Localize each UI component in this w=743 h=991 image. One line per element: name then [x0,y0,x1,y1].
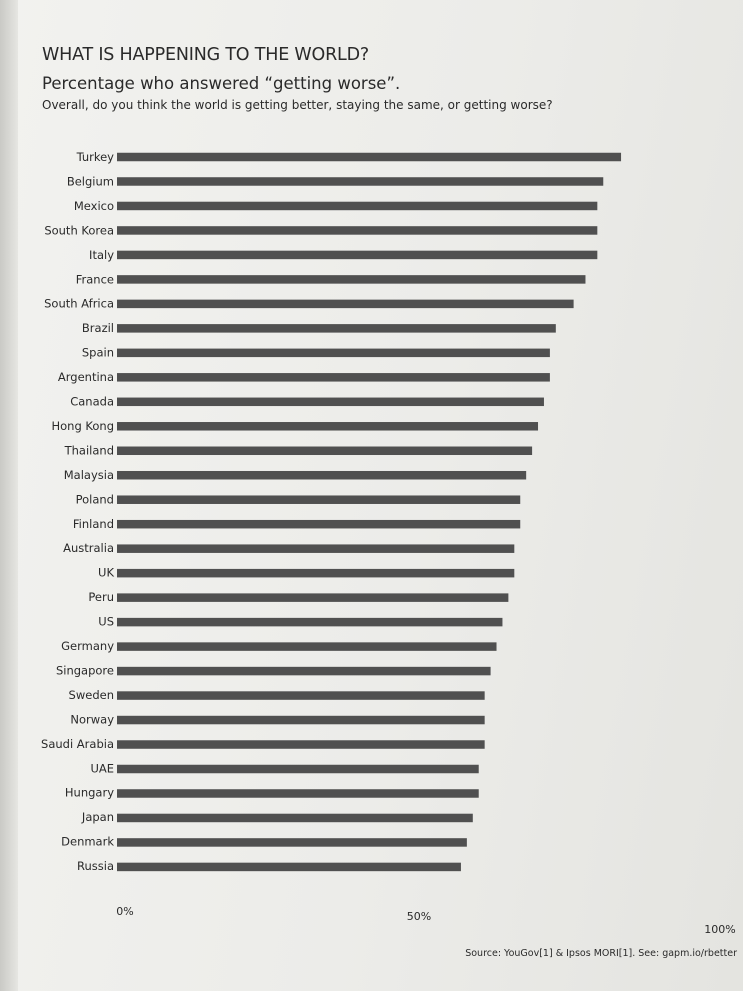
category-label: Finland [72,516,114,531]
bar [117,520,520,529]
bar [117,349,550,358]
bar [117,447,532,456]
chart-title: WHAT IS HAPPENING TO THE WORLD? [42,45,369,65]
category-label: Belgium [66,174,114,189]
category-label: Japan [81,810,114,825]
bar [117,398,544,407]
category-label: Hungary [64,785,114,800]
bar [117,618,502,627]
x-tick-label: 0% [116,905,134,918]
category-label: Spain [81,345,114,360]
category-label: Brazil [81,321,114,336]
category-label: Denmark [61,834,114,849]
bar [117,789,479,798]
category-label: Canada [70,394,114,409]
x-tick-label: 50% [406,910,432,923]
category-label: South Korea [44,223,114,238]
category-label: Argentina [57,370,114,385]
category-label: Poland [75,492,114,507]
category-label: Norway [70,712,114,727]
bar [117,863,461,872]
category-label: France [75,272,114,287]
bar [117,153,621,162]
category-label: South Africa [44,296,114,311]
category-label: Italy [89,247,114,262]
bar [117,177,603,186]
bar [117,324,556,333]
category-label: Turkey [76,150,114,164]
category-label: Malaysia [63,467,114,482]
category-label: Singapore [55,663,114,678]
category-label: Mexico [73,198,114,213]
bar [117,838,467,847]
bar [117,300,574,309]
bar [117,740,485,749]
category-label: Saudi Arabia [41,736,114,751]
source-note: Source: YouGov[1] & Ipsos MORI[1]. See: gapm.io/rbetter [465,948,737,959]
bar [117,471,526,480]
bar [117,373,550,382]
category-label: Peru [88,590,114,605]
bar [117,814,473,823]
bar [117,593,508,602]
bar [117,691,485,700]
category-label: Sweden [68,687,114,702]
category-label: Germany [61,639,114,653]
category-label: Thailand [64,443,114,458]
category-label: UK [98,565,114,580]
bar [117,226,597,235]
bar [117,765,479,774]
bar [117,642,497,651]
bar [117,569,514,578]
bar [117,495,520,504]
bar [117,667,491,676]
chart-subtitle: Percentage who answered “getting worse”. [42,74,401,93]
category-label: Russia [77,859,114,874]
x-tick-label: 100% [704,923,736,936]
category-label: UAE [90,761,114,776]
bar [117,202,597,211]
bar [117,544,514,553]
bar [117,275,585,284]
category-label: Hong Kong [51,418,114,433]
bar [117,251,597,259]
category-label: US [98,614,114,629]
category-label: Australia [63,541,114,556]
survey-question: Overall, do you think the world is getting better, staying the same, or getting worse? [42,98,553,112]
bar [117,422,538,431]
bar [117,716,485,725]
